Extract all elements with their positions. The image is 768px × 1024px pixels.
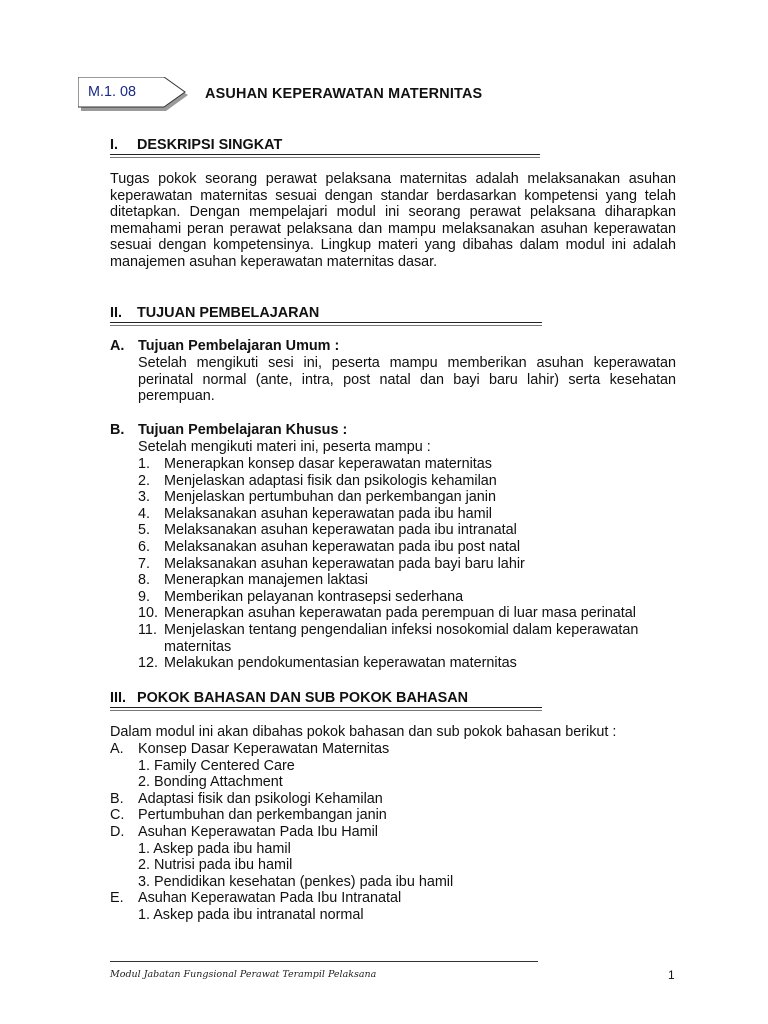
objective-item (138, 605, 678, 622)
topic-text: Pertumbuhan dan perkembangan janin (138, 807, 387, 824)
objective-item (138, 655, 678, 672)
objective-number: 12. (138, 655, 159, 672)
objective-number: 8. (138, 572, 151, 589)
objective-number: 7. (138, 555, 151, 572)
objective-text: Menerapkan konsep dasar keperawatan maternitas (164, 456, 492, 472)
objective-text: Melaksanakan asuhan keperawatan pada bayi baru lahir (164, 555, 525, 572)
objective-number: 6. (138, 538, 151, 555)
objective-item (138, 456, 678, 473)
topic-text: Konsep Dasar Keperawatan Maternitas (138, 741, 390, 757)
objective-general-body: Setelah mengikuti sesi ini, peserta mampu memberikan asuhan keperawatan perinatal normal (ante, intra, post natal dan bayi baru lahir) serta kesehatan perempuan. (138, 355, 676, 405)
section-2-heading (110, 305, 319, 322)
topic-item (110, 824, 670, 841)
document-title: ASUHAN KEPERAWATAN MATERNITAS (205, 86, 483, 102)
objective-number: 2. (138, 472, 151, 489)
subtopic-item (110, 857, 670, 874)
section-2-number: II. (110, 305, 122, 321)
section-3-title: POKOK BAHASAN DAN SUB POKOK BAHASAN (137, 690, 468, 706)
topic-letter: A. (110, 741, 124, 757)
section-3-heading (110, 690, 468, 707)
objective-specific-letter: B. (110, 422, 125, 438)
objective-number: 9. (138, 588, 151, 605)
objectives-list (138, 456, 678, 672)
topic-item (110, 890, 670, 907)
module-code-tab (78, 77, 192, 115)
subtopic-item (110, 758, 670, 775)
objective-specific-title: Tujuan Pembelajaran Khusus : (138, 422, 348, 438)
section-1-body: Tugas pokok seorang perawat pelaksana maternitas adalah melaksanakan asuhan keperawatan maternitas sesuai dengan standar berdasarkan kompetensi yang telah ditetapkan. Dengan mempelajari modul ini seorang perawat pelaksana diharapkan memahami peran perawat pelaksana dan mampu melaksanakan asuhan keperawatan sesuai dengan kompetensinya. Lingkup materi yang dibahas dalam modul ini adalah manajemen asuhan keperawatan maternitas dasar. (110, 171, 676, 270)
section-1-underline (110, 154, 540, 158)
section-3-underline (110, 707, 542, 711)
objective-item (138, 539, 678, 556)
objective-number: 10. (138, 605, 159, 622)
subtopic-item (110, 774, 670, 791)
topic-letter: E. (110, 890, 124, 907)
objective-item (138, 572, 678, 589)
topic-item (110, 791, 670, 808)
objective-specific-intro: Setelah mengikuti materi ini, peserta mampu : (138, 439, 431, 455)
subtopic-item (110, 874, 670, 891)
objective-number: 5. (138, 522, 151, 539)
objective-text: Melaksanakan asuhan keperawatan pada ibu post natal (164, 538, 521, 555)
objective-item (138, 489, 678, 506)
objective-item (138, 589, 678, 606)
objective-text: Melakukan pendokumentasian keperawatan maternitas (164, 655, 517, 672)
topic-text: Asuhan Keperawatan Pada Ibu Intranatal (138, 890, 402, 907)
module-code: M.1. 08 (88, 84, 136, 100)
topic-item (110, 807, 670, 824)
page-number: 1 (668, 968, 675, 982)
topic-letter: C. (110, 807, 125, 824)
subtopic-item (110, 907, 670, 924)
topic-item (110, 741, 670, 758)
section-1-title: DESKRIPSI SINGKAT (137, 137, 283, 153)
objective-item (138, 473, 678, 490)
subtopic-text: 1. Askep pada ibu hamil (138, 840, 291, 857)
objective-item (138, 522, 678, 539)
section-3-number: III. (110, 690, 126, 706)
subtopic-text: 1. Askep pada ibu intranatal normal (138, 906, 364, 923)
objective-general-heading (110, 338, 339, 355)
objective-number: 4. (138, 505, 151, 522)
section-1-heading (110, 137, 282, 154)
objective-item (138, 556, 678, 573)
objective-text: Menjelaskan tentang pengendalian infeksi nosokomial dalam keperawatan maternitas (164, 621, 639, 655)
objective-number: 3. (138, 489, 151, 506)
objective-number: 1. (138, 456, 151, 472)
subtopic-text: 2. Bonding Attachment (138, 774, 283, 791)
objective-text: Melaksanakan asuhan keperawatan pada ibu intranatal (164, 522, 517, 539)
objective-text: Menjelaskan adaptasi fisik dan psikologis kehamilan (164, 472, 497, 489)
objective-text: Menjelaskan pertumbuhan dan perkembangan janin (164, 489, 497, 506)
subtopic-item (110, 841, 670, 858)
subtopic-text: 1. Family Centered Care (138, 757, 295, 774)
topics-list (110, 741, 670, 924)
section-2-underline (110, 322, 542, 326)
section-1-number: I. (110, 137, 118, 153)
footer-module-name: Modul Jabatan Fungsional Perawat Terampil Pelaksana (110, 969, 377, 980)
objective-item (138, 506, 678, 523)
objective-text: Melaksanakan asuhan keperawatan pada ibu hamil (164, 505, 493, 522)
objective-text: Menerapkan manajemen laktasi (164, 572, 368, 589)
topic-letter: D. (110, 823, 125, 840)
objective-item (138, 622, 678, 655)
subtopic-text: 3. Pendidikan kesehatan (penkes) pada ibu hamil (138, 873, 454, 890)
subtopic-text: 2. Nutrisi pada ibu hamil (138, 857, 293, 874)
objective-general-letter: A. (110, 338, 125, 354)
objective-number: 11. (138, 621, 157, 638)
section-3-intro: Dalam modul ini akan dibahas pokok bahasan dan sub pokok bahasan berikut : (110, 724, 617, 740)
topic-text: Adaptasi fisik dan psikologi Kehamilan (138, 790, 383, 807)
section-2-title: TUJUAN PEMBELAJARAN (137, 305, 320, 321)
objective-general-title: Tujuan Pembelajaran Umum : (138, 338, 340, 354)
topic-text: Asuhan Keperawatan Pada Ibu Hamil (138, 823, 378, 840)
footer-divider (110, 961, 538, 962)
objective-text: Menerapkan asuhan keperawatan pada perempuan di luar masa perinatal (164, 605, 637, 622)
objective-text: Memberikan pelayanan kontrasepsi sederhana (164, 588, 464, 605)
topic-letter: B. (110, 790, 124, 807)
objective-specific-heading (110, 422, 347, 439)
